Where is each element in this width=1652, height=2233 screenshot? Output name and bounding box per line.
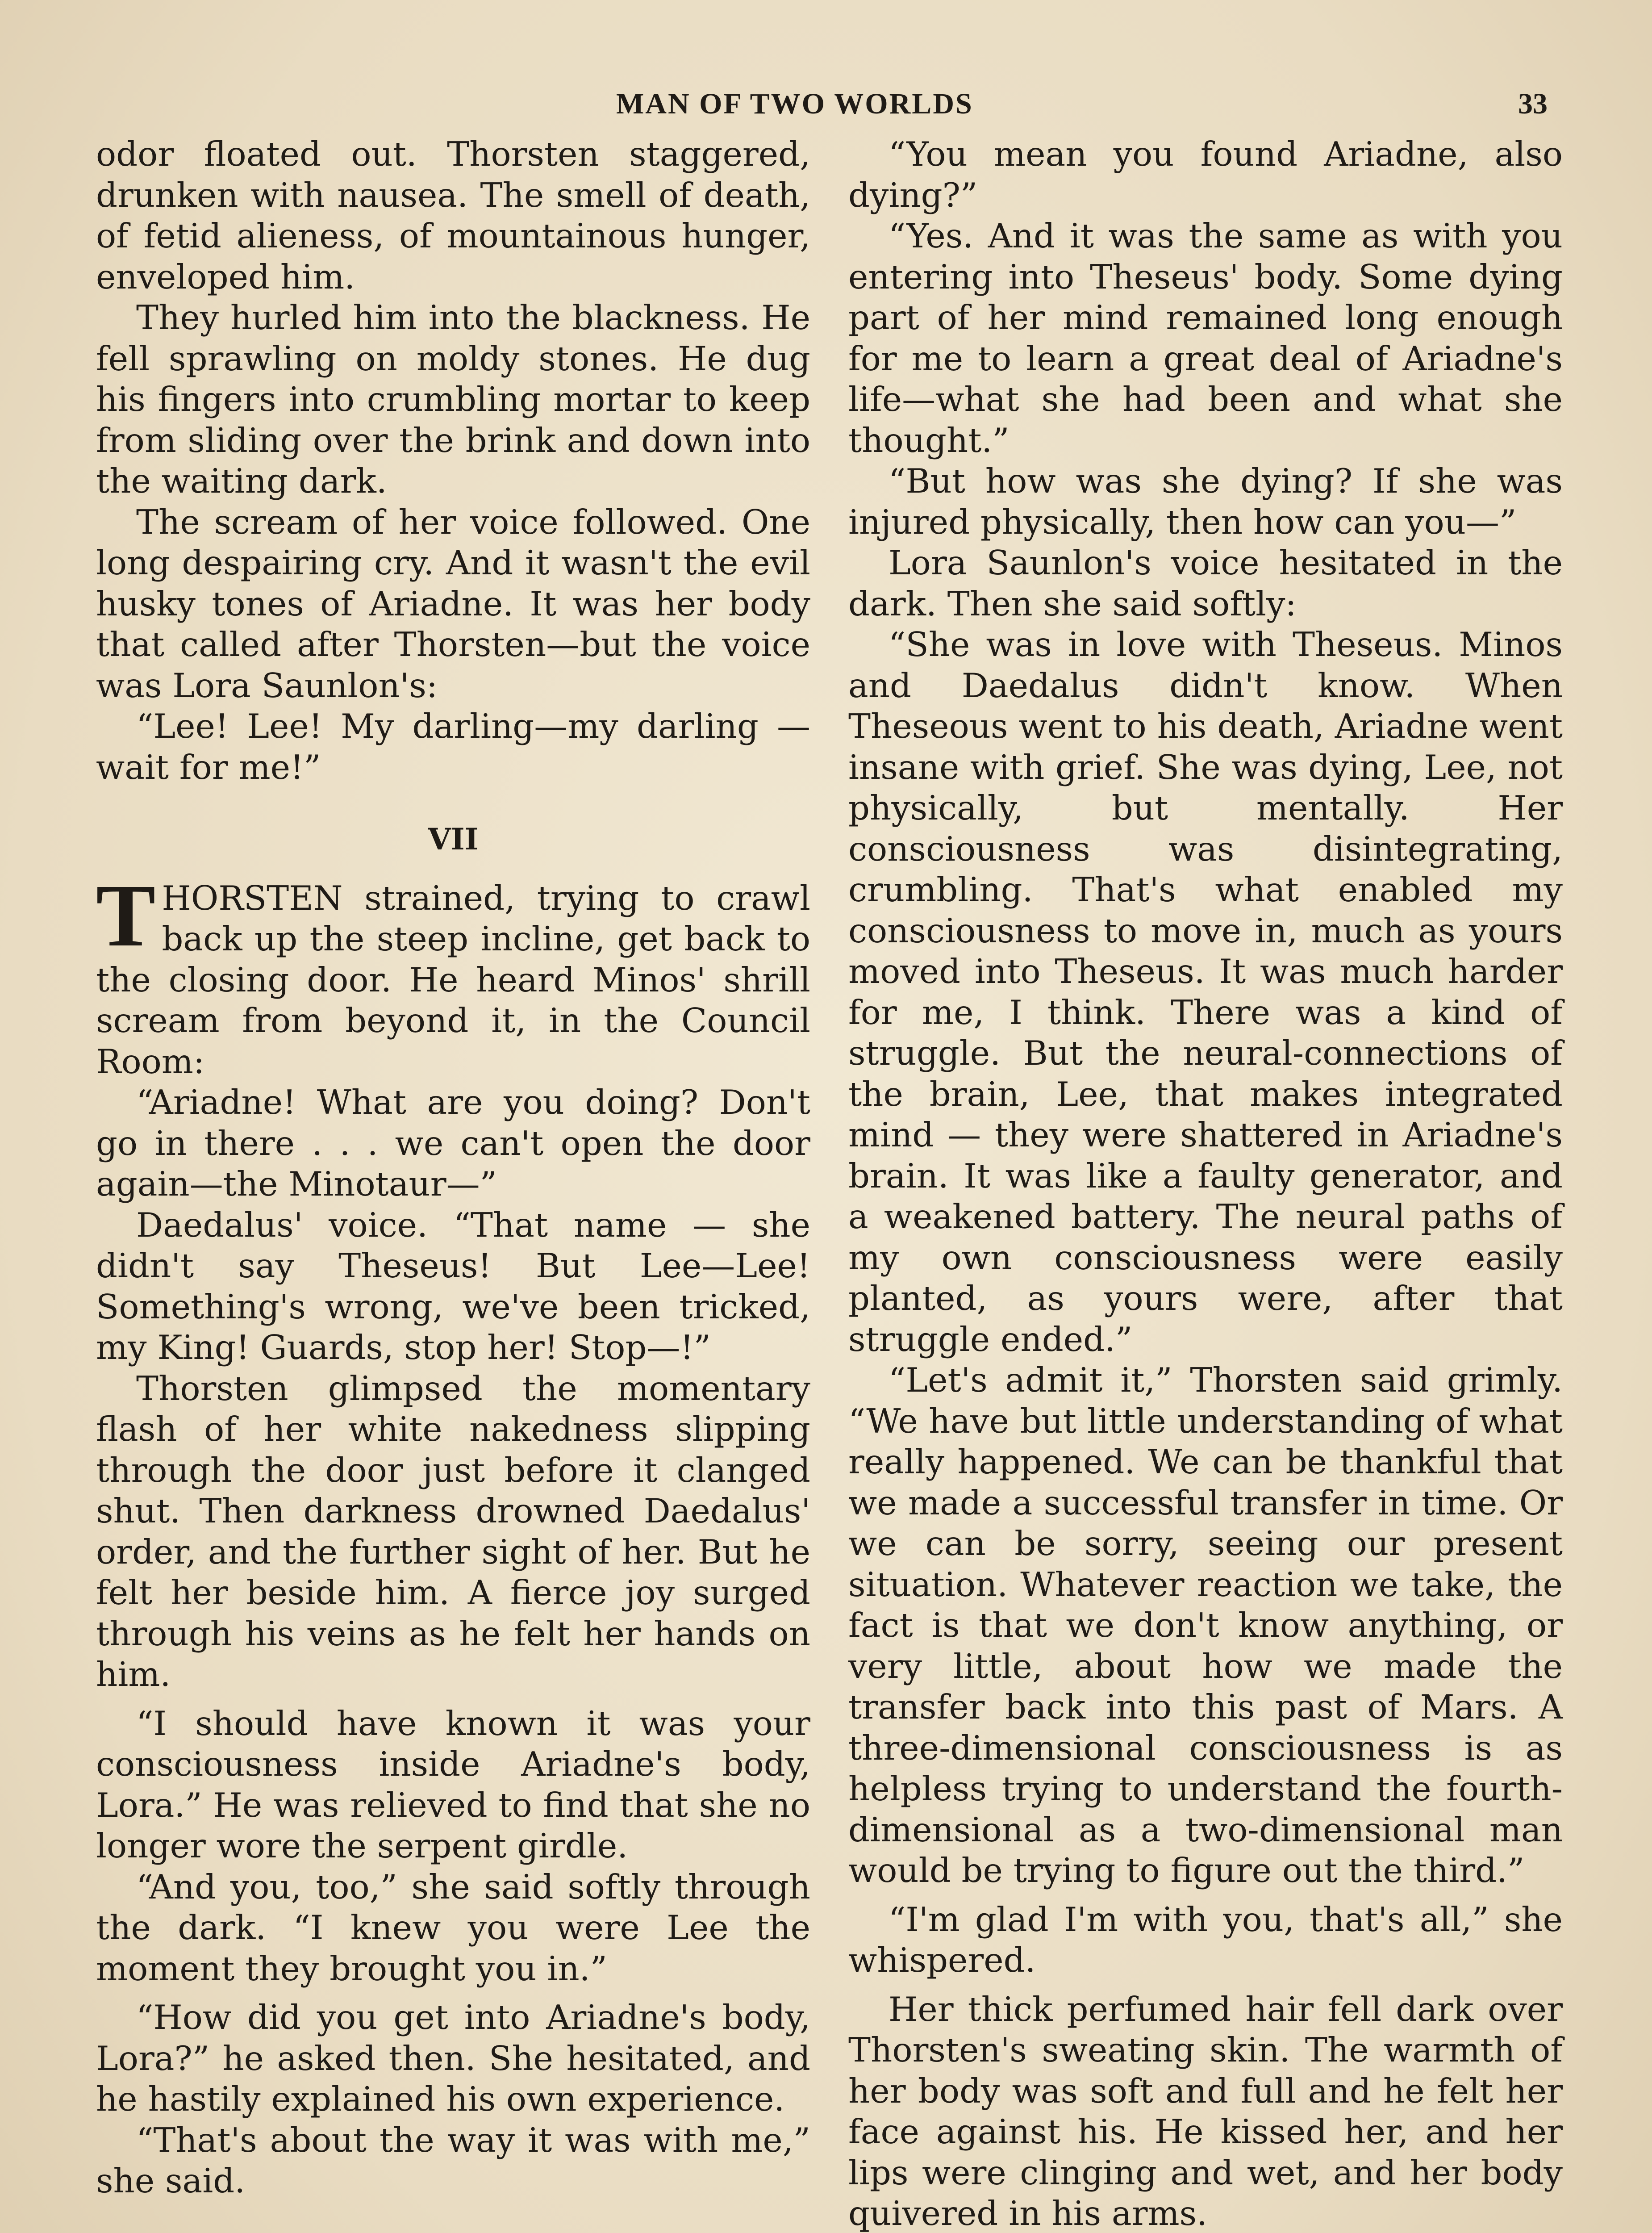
paragraph: Daedalus' voice. “That name — she didn't say Theseus! But Lee—Lee! Something's wrong, we've been tricked, my King! Guards, stop her! Stop—!” bbox=[96, 1205, 810, 1367]
paragraph: “That's about the way it was with me,” she said. bbox=[96, 2120, 810, 2200]
paragraph: Thorsten glimpsed the momentary flash of her white nakedness slipping through the door just before it clanged shut. Then darkness drowned Daedalus' order, and the further sight of her. But he felt her beside him. A fierce joy surged through his veins as he felt her hands on him. bbox=[96, 1368, 810, 1694]
page-number: 33 bbox=[1518, 88, 1548, 120]
paragraph: “Ariadne! What are you doing? Don't go in there . . . we can't open the door again—the Minotaur—” bbox=[96, 1083, 810, 1204]
paragraph: “I should have known it was your consciousness inside Ariadne's body, Lora.” He was relieved to find that she no longer wore the serpent girdle. bbox=[96, 1703, 810, 1865]
paragraph: Her thick perfumed hair fell dark over Thorsten's sweating skin. The warmth of her body was soft and full and he felt her face against his. He kissed her, and her lips were clinging and wet, and her body quivered in his arms. bbox=[848, 1989, 1563, 2233]
paragraph: “Lee! Lee! My darling—my darling —wait for me!” bbox=[96, 707, 810, 787]
paragraph: “But how was she dying? If she was injured physically, then how can you—” bbox=[848, 461, 1563, 542]
running-head: MAN OF TWO WORLDS bbox=[616, 88, 973, 120]
paragraph: “She was in love with Theseus. Minos and Daedalus didn't know. When Theseous went to his death, Ariadne went insane with grief. She was dying, Lee, not physically, but mentally. Her consciousness was disintegrating, crumbling. That's what enabled my consciousness to move in, much as yours moved into Theseus. It was much harder for me, I think. There was a kind of struggle. But the neural-connections of the brain, Lee, that makes integrated mind — they were shattered in Ariadne's brain. It was like a faulty generator, and a weakened battery. The neural paths of my own consciousness were easily planted, as yours were, after that struggle ended.” bbox=[848, 625, 1563, 1359]
paragraph: The scream of her voice followed. One long despairing cry. And it wasn't the evil husky tones of Ariadne. It was her body that called after Thorsten—but the voice was Lora Saunlon's: bbox=[96, 502, 810, 705]
paragraph: “I'm glad I'm with you, that's all,” she whispered. bbox=[848, 1899, 1563, 1980]
chapter-heading: VII bbox=[428, 822, 479, 857]
page-header bbox=[0, 87, 1652, 132]
paragraph: “How did you get into Ariadne's body, Lora?” he asked then. She hesitated, and he hastily explained his own experience. bbox=[96, 1998, 810, 2119]
paragraph: “Let's admit it,” Thorsten said grimly. “We have but little understanding of what really happened. We can be thankful that we made a successful transfer in time. Or we can be sorry, seeing our present situation. Whatever reaction we take, the fact is that we don't know anything, or very little, about how we made the transfer back into this past of Mars. A three-dimensional consciousness is as helpless trying to understand the fourth-dimensional as a two-dimensional man would be trying to figure out the third.” bbox=[848, 1360, 1563, 1890]
paragraph: odor floated out. Thorsten staggered, drunken with nausea. The smell of death, of fetid alieness, of mountainous hunger, enveloped him. bbox=[96, 134, 810, 297]
paragraph: “You mean you found Ariadne, also dying?” bbox=[848, 134, 1563, 215]
drop-cap: T bbox=[96, 866, 156, 965]
chapter-opening-paragraph bbox=[96, 866, 810, 1083]
paragraph: “Yes. And it was the same as with you entering into Theseus' body. Some dying part of her mind remained long enough for me to learn a great deal of Ariadne's life—what she had been and what she thought.” bbox=[848, 216, 1563, 460]
left-column bbox=[96, 134, 810, 2202]
paragraph-text: HORSTEN strained, trying to crawl back up the steep incline, get back to the closing door. He heard Minos' shrill scream from beyond it, in the Council Room: bbox=[96, 878, 810, 1081]
right-column bbox=[848, 134, 1563, 2233]
paragraph: “And you, too,” she said softly through the dark. “I knew you were Lee the moment they brought you in.” bbox=[96, 1867, 810, 1988]
paragraph: Lora Saunlon's voice hesitated in the dark. Then she said softly: bbox=[848, 543, 1563, 623]
paragraph: They hurled him into the blackness. He fell sprawling on moldy stones. He dug his fingers into crumbling mortar to keep from sliding over the brink and down into the waiting dark. bbox=[96, 298, 810, 501]
